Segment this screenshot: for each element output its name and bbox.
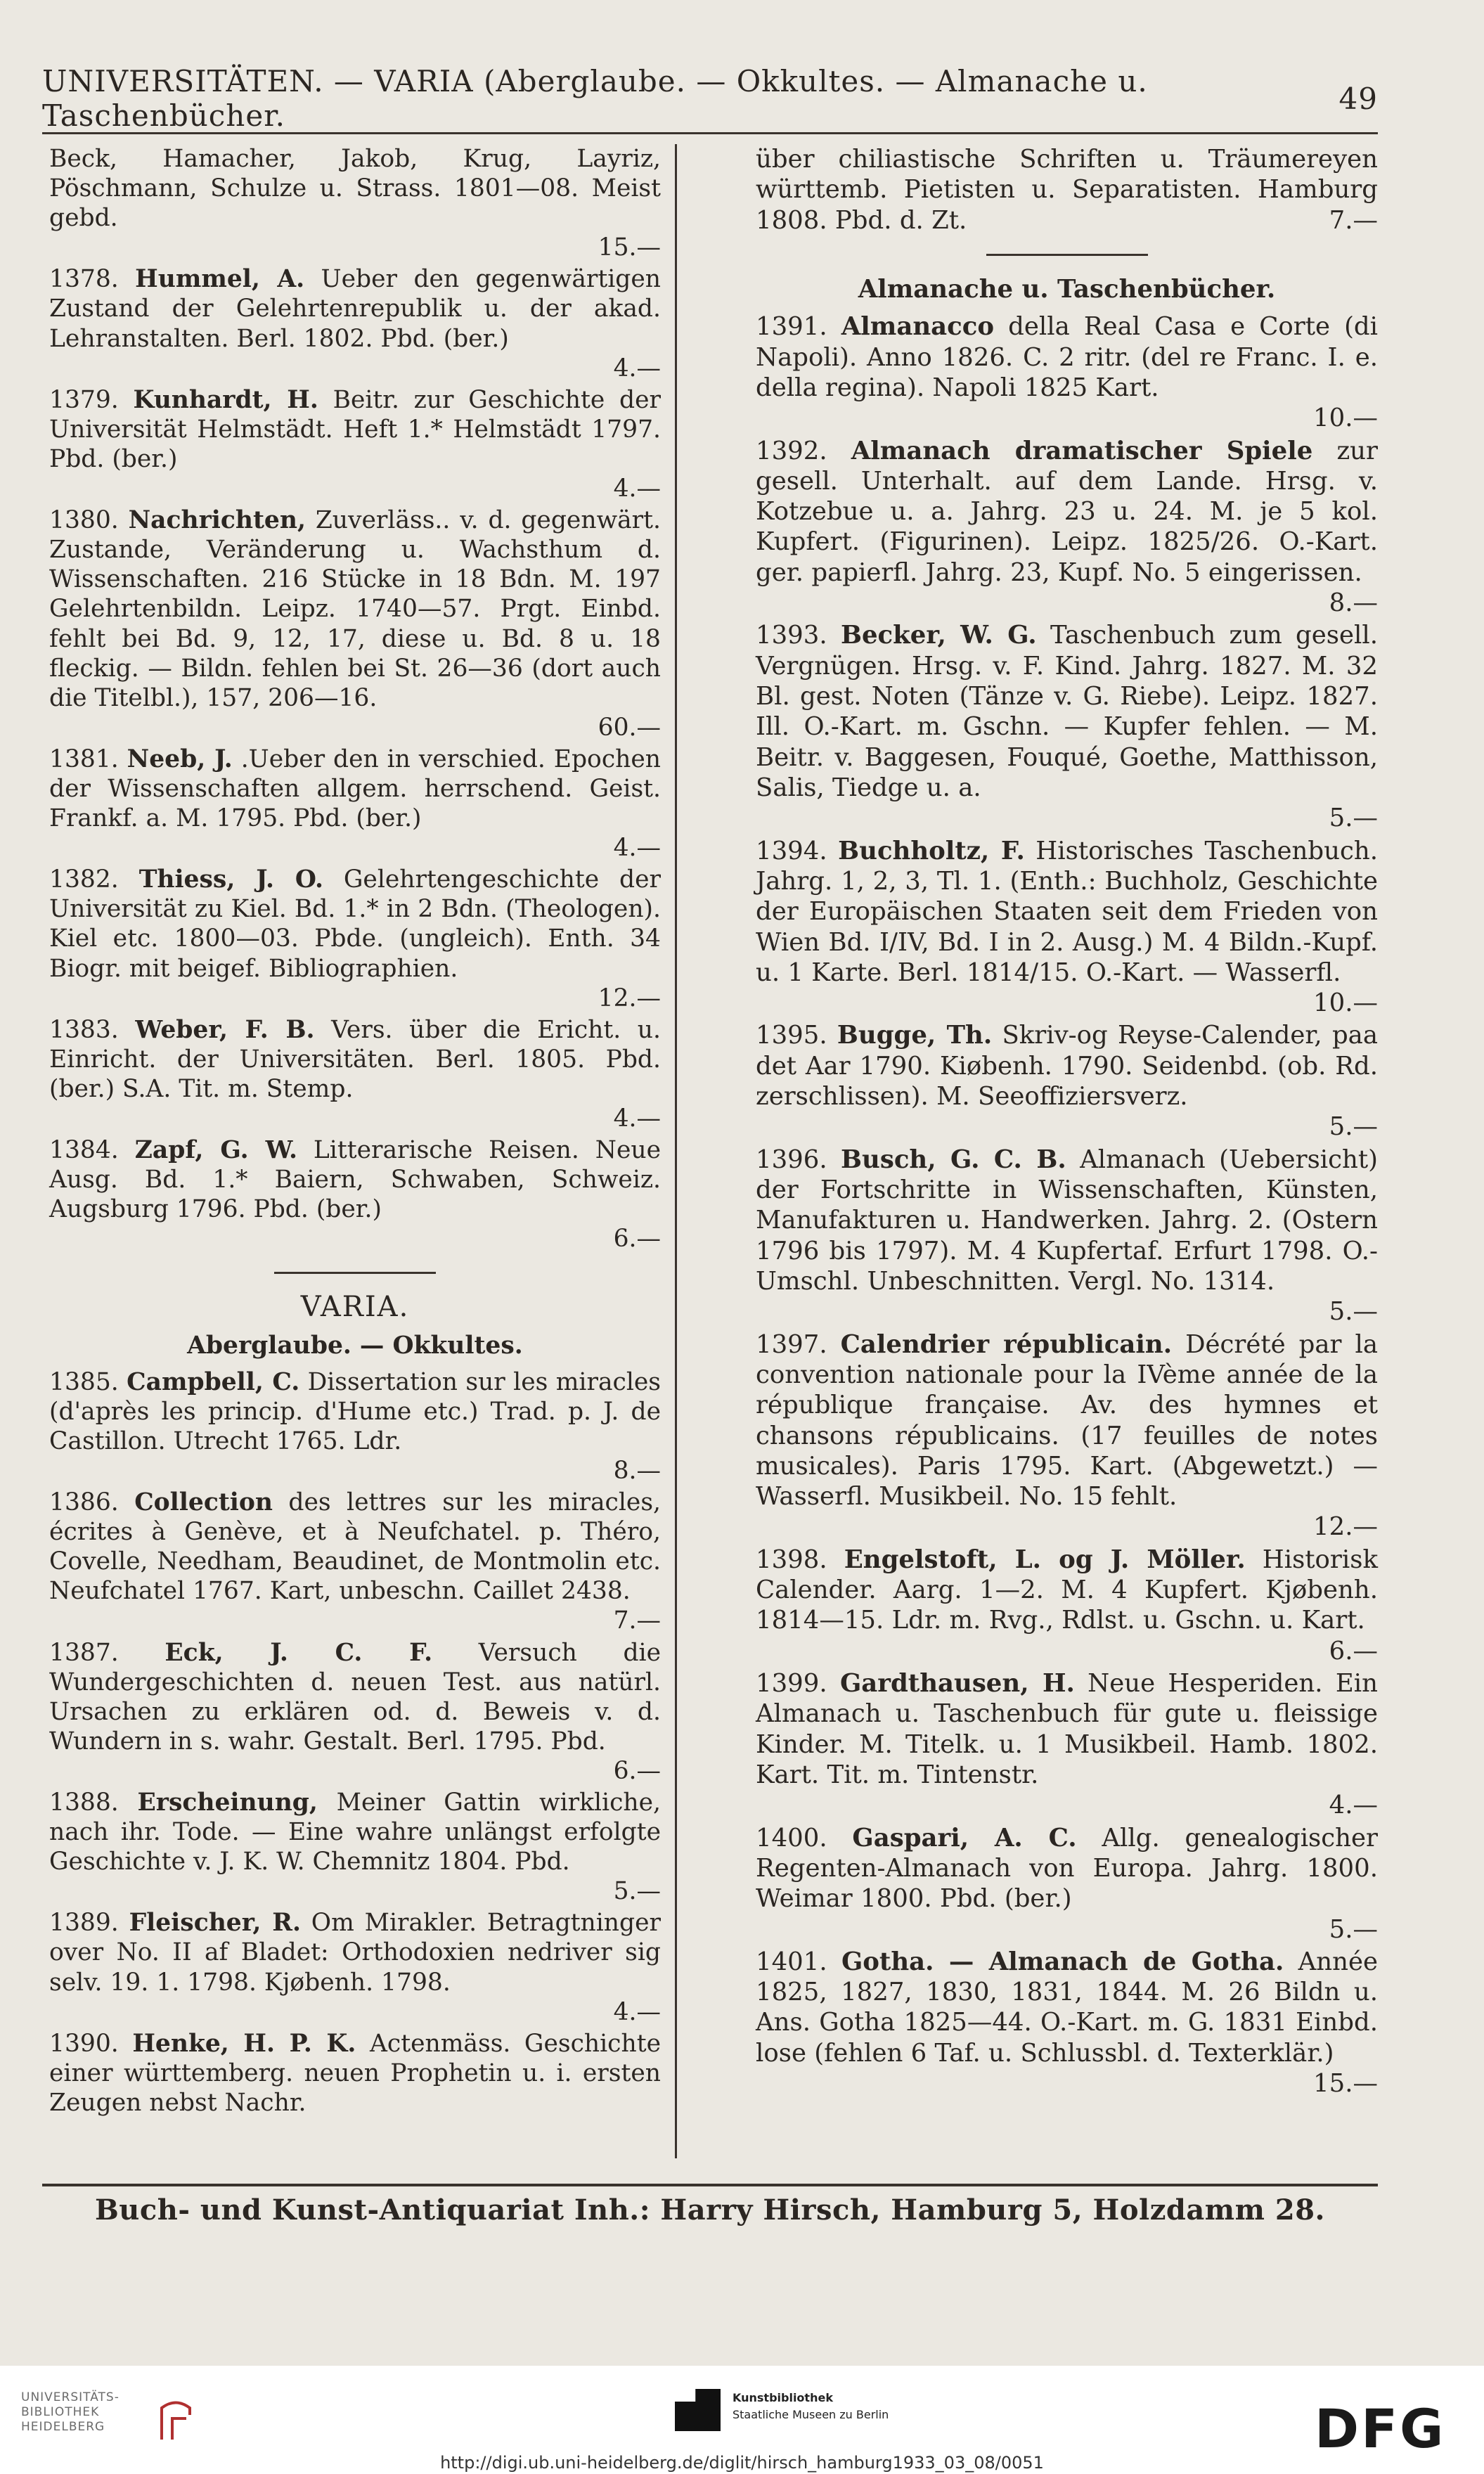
entry-author: Almanach dramatischer Spiele [851,436,1313,465]
entry-price: 6.— [1329,1636,1378,1666]
entry-number: 1400. [756,1823,853,1853]
catalog-entry [756,1329,1378,1542]
entry-number: 1398. [756,1545,844,1574]
entry-price: 4.— [613,475,661,503]
catalog-entry [49,1908,661,2026]
entry-text: della Real Casa e Corte (di Napoli). Anno 1826. C. 2 ritr. (del re Franc. I. e. della regina). Napoli 1825 Kart. [756,312,1379,402]
entry-number: 1379. [49,385,134,414]
entry-text: über chiliastische Schriften u. Träumereyen württemb. Pietisten u. Separatisten. Hamburg 1808. Pbd. d. Zt. [756,145,1378,235]
entry-author: Buchholtz, F. [838,836,1025,865]
footer-rule [42,2184,1378,2186]
catalog-entry [756,1668,1378,1821]
kunstbibliothek-text: Kunstbibliothek Staatliche Museen zu Berlin [733,2391,889,2421]
entry-text: Zuverläss.. v. d. gegenwärt. Zustande, Veränderung u. Wachsthum d. Wissenschaften. 216 Stücke in 18 Bdn. M. 197 Gelehrtenbildn. Leipz. 1740—57. Prgt. Einbd. fehlt bei Bd. 9, 12, 17, diese u. Bd. 8 u. 18 fleckig. — Bildn. fehlen bei St. 26—36 (dort auch die Titelbl.), 157, 206—16. [49,506,661,712]
entry-text: Allg. genealogischer Regenten-Almanach von Europa. Jahrg. 1800. Weimar 1800. Pbd. (ber.) [756,1823,1378,1914]
header-title: UNIVERSITÄTEN. — VARIA (Aberglaube. — Okkultes. — Almanache u. Taschenbücher. [42,64,1148,133]
entry-price: 4.— [613,1997,661,2026]
entry-text: Meiner Gattin wirkliche, nach ihr. Tode. — Eine wahre unlängst erfolgte Geschichte v. J. K. W. Chemnitz 1804. Pbd. [49,1788,662,1876]
entry-text: Taschenbuch zum gesell. Vergnügen. Hrsg. v. F. Kind. Jahrg. 1827. M. 32 Bl. gest. Noten (Tänze v. G. Riebe). Leipz. 1827. Ill. O.-Kart. m. Gschn. — Kupfer fehlen. — M. Beitr. v. Baggesen, Fouqué, Goethe, Matthisson, Salis, Tiedge u. a. [756,621,1379,802]
entry-number: 1397. [756,1329,841,1359]
catalog-entry [49,1488,661,1635]
entry-text: Beitr. zur Geschichte der Universität Helmstädt. Heft 1.* Helmstädt 1797. Pbd. (ber.) [49,385,661,473]
entry-price: 12.— [598,984,661,1012]
dfg-logo[interactable]: DFG [1315,2397,1446,2460]
entry-author: Gotha. — Almanach de Gotha. [841,1947,1284,1976]
entry-price: 8.— [613,1456,661,1485]
entry-number: 1395. [756,1021,837,1050]
entry-text: Historisches Taschenbuch. Jahrg. 1, 2, 3, Tl. 1. (Enth.: Buchholz, Geschichte der Europäischen Staaten seit dem Frieden von Wien Bd. I/IV, Bd. I in 2. Ausg.) M. 4 Bildn.-Kupf. u. 1 Karte. Berl. 1814/15. O.-Kart. — Wasserfl. [756,836,1379,987]
entry-number: 1381. [49,745,127,773]
universities-entries [49,144,661,1254]
catalog-entry [49,745,661,863]
entry-number: 1401. [756,1947,841,1976]
entry-number: 1391. [756,312,841,342]
continuation-entry [756,144,1378,236]
entry-text: Om Mirakler. Betragtninger over No. II af Bladet: Orthodoxien nedriver sig selv. 19. 1. 1798. Kjøbenh. 1798. [49,1909,662,1997]
entry-author: Neeb, J. [127,745,233,773]
varia-title: VARIA. [300,1291,410,1324]
entry-price: 10.— [1313,404,1378,433]
entry-author: Gaspari, A. C. [852,1823,1077,1853]
entry-number: 1393. [756,621,841,650]
catalog-entry [756,1020,1378,1142]
entry-text: Gelehrtengeschichte der Universität zu Kiel. Bd. 1.* in 2 Bdn. (Theologen). Kiel etc. 1800—03. Pbde. (ungleich). Enth. 34 Biogr. mit beigef. Bibliographien. [49,865,662,983]
entry-text: Ueber den gegenwärtigen Zustand der Gelehrtenrepublik u. der akad. Lehranstalten. Berl. 1802. Pbd. (ber.) [49,265,661,353]
entry-price: 4.— [613,354,661,382]
digitization-bar [0,2366,1484,2474]
entry-number: 1387. [49,1638,165,1667]
entry-price: 5.— [1329,1914,1378,1944]
catalog-entry [49,385,661,503]
entry-author: Erscheinung, [137,1788,318,1817]
almanache-section-title: Almanache u. Taschenbücher. [858,274,1276,304]
entry-author: Eck, J. C. F. [164,1638,433,1667]
entry-text: Skriv-og Reyse-Calender, paa det Aar 1790. Kiøbenh. 1790. Seidenbd. (ob. Rd. zerschlissen). M. Seeoffiziersverz. [756,1021,1378,1112]
entry-author: Fleischer, R. [129,1909,301,1938]
catalog-entry [756,311,1378,433]
page-header [42,64,1378,133]
entry-text: Actenmäss. Geschichte einer württemberg. neuen Prophetin u. i. ersten Zeugen nebst Nachr. [49,2029,661,2117]
right-column [756,144,1378,2169]
catalog-entry [49,144,661,262]
entry-author: Weber, F. B. [135,1015,315,1044]
entry-price: 5.— [1329,1297,1378,1327]
entry-author: Bugge, Th. [837,1021,993,1050]
entry-number: 1382. [49,865,139,894]
catalog-entry [49,1638,661,1786]
entry-author: Kunhardt, H. [133,385,318,414]
section-divider [274,1272,436,1274]
entry-author: Calendrier républicain. [840,1329,1173,1359]
entry-price: 15.— [1313,2069,1378,2099]
kunstbibliothek-mark-icon [675,2389,721,2431]
entry-price: 60.— [598,713,661,742]
catalog-entry [49,1015,661,1133]
entry-number: 1380. [49,506,129,535]
entry-author: Henke, H. P. K. [132,2029,356,2058]
kunstbibliothek-logo[interactable] [675,2385,970,2435]
source-url[interactable]: http://digi.ub.uni-heidelberg.de/diglit/hirsch_hamburg1933_03_08/0051 [440,2453,1044,2473]
entry-number: 1385. [49,1367,127,1396]
entry-author: Engelstoft, L. og J. Möller. [844,1545,1246,1574]
header-rule [42,132,1378,134]
ub-heidelberg-logo[interactable] [21,2390,232,2447]
entry-price: 15.— [598,233,661,262]
entry-text: Versuch die Wundergeschichten d. neuen Test. aus natürl. Ursachen zu erklären od. d. Beweis v. d. Wundern in s. wahr. Gestalt. Berl. 1795. Pbd. [49,1638,662,1755]
left-column [49,144,661,2169]
entry-number: 1390. [49,2029,133,2058]
entry-price: 6.— [613,1756,661,1785]
entry-text: des lettres sur les miracles, écrites à Genève, et à Neufchatel. p. Théro, Covelle, Needham, Beaudinet, de Montmolin etc. Neufchatel 1767. Kart, unbeschn. Caillet 2438. [49,1488,661,1606]
entry-author: Hummel, A. [135,265,305,294]
entry-number: 1389. [49,1909,129,1938]
entry-text: Historisk Calender. Aarg. 1—2. M. 4 Kupfert. Kjøbenh. 1814—15. Ldr. m. Rvg., Rdlst. u. Gschn. u. Kart. [756,1545,1378,1635]
catalog-entry [49,505,661,742]
entry-author: Thiess, J. O. [138,865,323,894]
page-number: 49 [1338,81,1378,116]
entry-number: 1383. [49,1015,136,1044]
almanache-entries [756,311,1378,2099]
entry-text: Litterarische Reisen. Neue Ausg. Bd. 1.* Baiern, Schwaben, Schweiz. Augsburg 1796. Pbd. (ber.) [49,1136,662,1224]
entry-text: Beck, Hamacher, Jakob, Krug, Layriz, Pöschmann, Schulze u. Strass. 1801—08. Meist gebd. [49,145,661,233]
varia-subtitle: Aberglaube. — Okkultes. [187,1331,523,1360]
entry-price: 5.— [1329,804,1378,833]
entry-price: 5.— [613,1877,661,1906]
varia-entries [49,1367,661,2118]
entry-text: Décrété par la convention nationale pour la IVème année de la république française. Av. des hymnes et chansons républicains. (17 feuilles de notes musicales). Paris 1795. Kart. (Abgewetzt.) — Wasserfl. Musikbeil. No. 15 fehlt. [756,1329,1378,1512]
entry-price: 6.— [613,1225,661,1254]
entry-author: Collection [134,1488,273,1517]
entry-price: 4.— [613,1104,661,1133]
entry-author: Becker, W. G. [840,621,1037,650]
entry-author: Gardthausen, H. [839,1669,1075,1698]
catalog-entry [756,1545,1378,1666]
entry-text: Vers. über die Ericht. u. Einricht. der Universitäten. Berl. 1805. Pbd. (ber.) S.A. Tit. m. Stemp. [49,1015,661,1103]
entry-price: 4.— [613,834,661,863]
footer-address: Buch- und Kunst-Antiquariat Inh.: Harry Hirsch, Hamburg 5, Holzdamm 28. [95,2193,1325,2227]
entry-number: 1378. [49,265,136,294]
ub-logo-text: UNIVERSITÄTS- BIBLIOTHEK HEIDELBERG [21,2390,120,2434]
entry-number: 1388. [49,1788,138,1817]
catalog-entry [49,1788,661,1906]
catalog-entry [756,1145,1378,1327]
entry-price: 7.— [613,1606,661,1635]
entry-text: Année 1825, 1827, 1830, 1831, 1844. M. 26 Bildn u. Ans. Gotha 1825—44. O.-Kart. m. G. 1831 Einbd. lose (fehlen 6 Taf. u. Schlussbl. d. Texterklär.) [756,1947,1378,2068]
entry-author: Busch, G. C. B. [841,1145,1066,1174]
catalog-entry [49,1367,661,1486]
catalog-entry [756,836,1378,1019]
entry-text: Dissertation sur les miracles (d'après les princip. d'Hume etc.) Trad. p. J. de Castillon. Utrecht 1765. Ldr. [49,1367,661,1455]
entry-price: 8.— [1329,588,1378,618]
entry-number: 1399. [756,1669,840,1698]
catalog-entry [756,620,1378,833]
entry-number: 1386. [49,1488,135,1517]
entry-price: 4.— [1329,1791,1378,1820]
entry-number: 1394. [756,836,839,865]
entry-author: Zapf, G. W. [134,1136,297,1165]
entry-text: .Ueber den in verschied. Epochen der Wissenschaften allgem. herrschend. Geist. Frankf. a. M. 1795. Pbd. (ber.) [49,745,661,833]
column-divider [675,144,677,2158]
entry-price: 7.— [1329,205,1378,235]
entry-number: 1396. [756,1145,841,1174]
catalog-entry [49,1135,661,1254]
entry-number: 1392. [756,436,851,465]
entry-number: 1384. [49,1136,135,1165]
catalog-entry [49,2029,661,2118]
catalog-entry [49,264,661,382]
entry-price: 10.— [1313,988,1378,1018]
catalog-entry [756,436,1378,619]
catalog-entry [756,1823,1378,1945]
catalog-entry [756,1947,1378,2099]
catalog-entry [49,865,661,1012]
entry-text: zur gesell. Unterhalt. auf dem Lande. Hrsg. v. Kotzebue u. a. Jahrg. 23 u. 24. M. je 5 kol. Kupfert. (Figurinen). Leipz. 1825/26. O.-Kart. ger. papierfl. Jahrg. 23, Kupf. No. 5 eingerissen. [756,436,1378,587]
entry-author: Nachrichten, [128,506,306,535]
entry-price: 5.— [1329,1112,1378,1142]
entry-text: Neue Hesperiden. Ein Almanach u. Taschenbuch für gute u. fleissige Kinder. M. Titelk. u. 1 Musikbeil. Hamb. 1802. Kart. Tit. m. Tintenstr. [756,1669,1378,1789]
entry-price: 12.— [1313,1512,1378,1542]
entry-author: Almanacco [841,312,995,342]
entry-text: Almanach (Uebersicht) der Fortschritte in Wissenschaften, Künsten, Manufakturen u. Handwerken. Jahrg. 2. (Ostern 1796 bis 1797). M. 4 Kupfertaf. Erfurt 1798. O.-Umschl. Unbeschnitten. Vergl. No. 1314. [756,1145,1378,1296]
entry-author: Campbell, C. [127,1367,300,1396]
ub-seal-icon [155,2394,197,2443]
section-divider [986,254,1148,256]
